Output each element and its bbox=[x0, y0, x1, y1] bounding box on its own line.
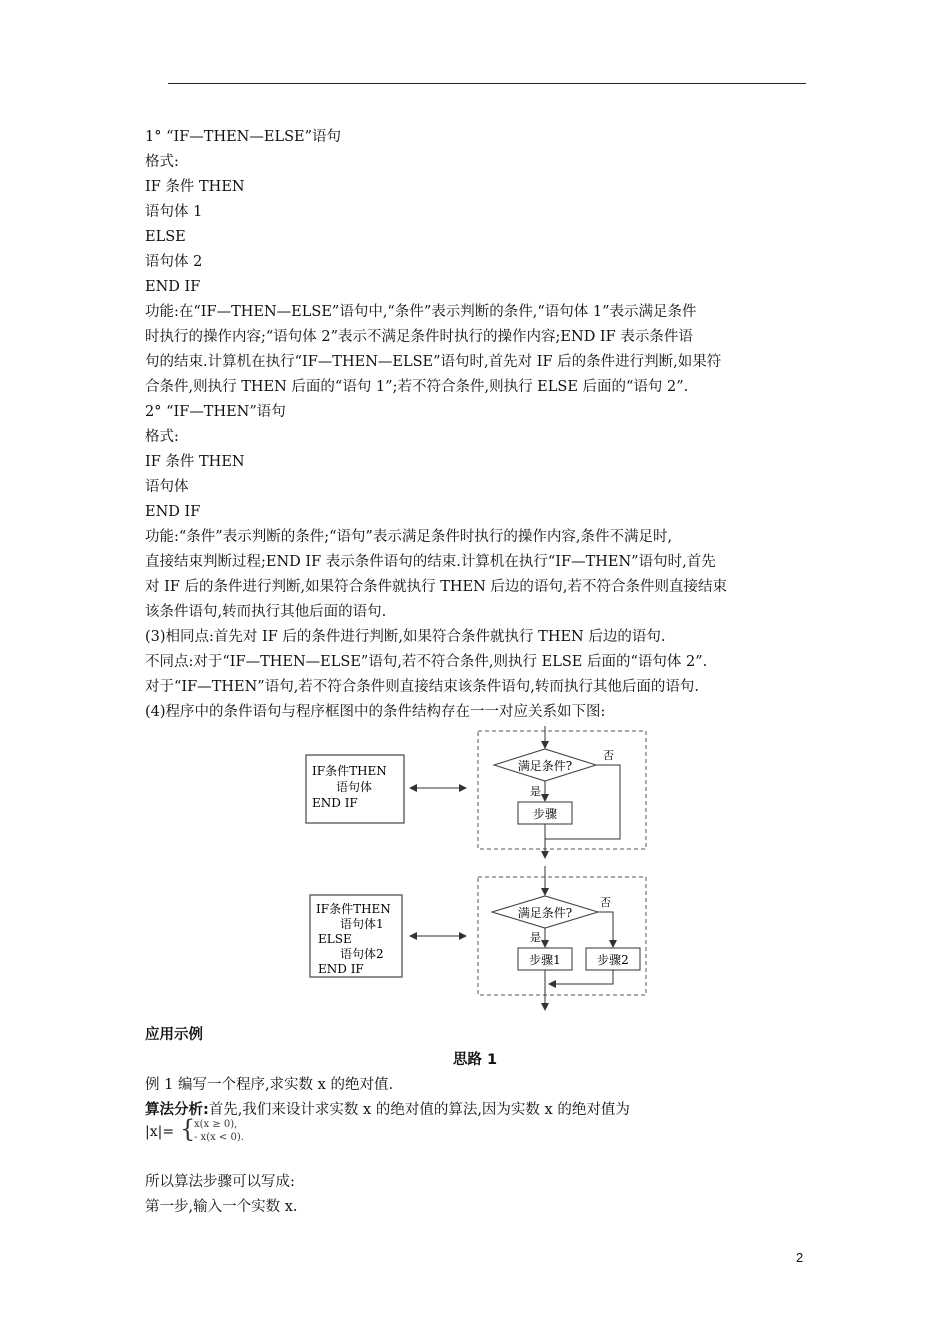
dashed-region bbox=[478, 731, 646, 849]
condition-label: 满足条件? bbox=[517, 906, 573, 920]
text-line: 格式: bbox=[145, 154, 179, 170]
section-title: 应用示例 bbox=[145, 1027, 203, 1043]
text-line: ELSE bbox=[145, 229, 186, 245]
step2-label: 步骤2 bbox=[597, 953, 629, 967]
analysis-line bbox=[145, 1101, 630, 1119]
analysis-label: 算法分析: bbox=[145, 1102, 209, 1118]
condition-label: 满足条件? bbox=[517, 759, 573, 773]
text-line: 1° “IF—THEN—ELSE”语句 bbox=[145, 129, 342, 145]
text-line: 语句体 1 bbox=[145, 204, 203, 220]
code-line: IF条件THEN bbox=[316, 902, 391, 916]
code-line: END IF bbox=[312, 796, 358, 810]
no-label: 否 bbox=[603, 749, 614, 762]
text-line: 功能:“条件”表示判断的条件;“语句”表示满足条件时执行的操作内容,条件不满足时, bbox=[145, 529, 673, 545]
text-line: 句的结束.计算机在执行“IF—THEN—ELSE”语句时,首先对 IF 后的条件进行判断,如果符 bbox=[145, 354, 722, 370]
text-line: 格式: bbox=[145, 429, 179, 445]
abs-case-1: x(x ≥ 0), bbox=[194, 1119, 238, 1130]
text-line: 功能:在“IF—THEN—ELSE”语句中,“条件”表示判断的条件,“语句体 1”表示满足条件 bbox=[145, 304, 697, 320]
text-line: 语句体 2 bbox=[145, 254, 203, 270]
brace-icon: { bbox=[180, 1115, 196, 1143]
text-line: 2° “IF—THEN”语句 bbox=[145, 404, 286, 420]
text-line: 不同点:对于“IF—THEN—ELSE”语句,若不符合条件,则执行 ELSE 后面的“语句体 2”. bbox=[145, 654, 708, 670]
text-line: (4)程序中的条件语句与程序框图中的条件结构存在一一对应关系如下图: bbox=[145, 704, 606, 720]
text-line: IF 条件 THEN bbox=[145, 179, 245, 195]
text-line: IF 条件 THEN bbox=[145, 454, 245, 470]
text-line: 对于“IF—THEN”语句,若不符合条件则直接结束该条件语句,转而执行其他后面的语句. bbox=[145, 679, 700, 695]
text-line: 所以算法步骤可以写成: bbox=[145, 1174, 295, 1190]
text-line: 语句体 bbox=[145, 479, 189, 495]
text-line: 合条件,则执行 THEN 后面的“语句 1”;若不符合条件,则执行 ELSE 后面的“语句 2”. bbox=[145, 379, 689, 395]
code-line: IF条件THEN bbox=[312, 764, 387, 778]
text-line: 直接结束判断过程;END IF 表示条件语句的结束.计算机在执行“IF—THEN”语句时,首先 bbox=[145, 554, 716, 570]
example-line: 例 1 编写一个程序,求实数 x 的绝对值. bbox=[145, 1077, 394, 1093]
yes-label: 是 bbox=[530, 785, 541, 798]
text-line: END IF bbox=[145, 504, 201, 520]
text-line: (3)相同点:首先对 IF 后的条件进行判断,如果符合条件就执行 THEN 后边的语句. bbox=[145, 629, 666, 645]
no-label: 否 bbox=[600, 896, 611, 909]
text-line: 第一步,输入一个实数 x. bbox=[145, 1199, 298, 1215]
subtitle: 思路 1 bbox=[452, 1052, 498, 1068]
text-line: END IF bbox=[145, 279, 201, 295]
yes-label: 是 bbox=[530, 931, 541, 944]
page-number: 2 bbox=[796, 1250, 804, 1265]
step-label: 步骤 bbox=[532, 807, 558, 821]
text-line: 时执行的操作内容;“语句体 2”表示不满足条件时执行的操作内容;END IF 表示条件语 bbox=[145, 329, 693, 345]
code-line: 语句体1 bbox=[340, 917, 384, 931]
analysis-text: 首先,我们来设计求实数 x 的绝对值的算法,因为实数 x 的绝对值为 bbox=[208, 1102, 630, 1118]
step1-label: 步骤1 bbox=[529, 953, 561, 967]
code-line: 语句体2 bbox=[340, 947, 384, 961]
text-line: 对 IF 后的条件进行判断,如果符合条件就执行 THEN 后边的语句,若不符合条件则直接结束 bbox=[145, 579, 728, 595]
text-line: 该条件语句,转而执行其他后面的语句. bbox=[145, 604, 387, 620]
code-line: 语句体 bbox=[336, 780, 373, 794]
abs-case-2: - x(x < 0). bbox=[194, 1132, 244, 1143]
dashed-region bbox=[478, 877, 646, 995]
abs-lhs: |x|= bbox=[145, 1124, 175, 1140]
code-line: END IF bbox=[318, 962, 364, 976]
code-line: ELSE bbox=[318, 932, 352, 946]
